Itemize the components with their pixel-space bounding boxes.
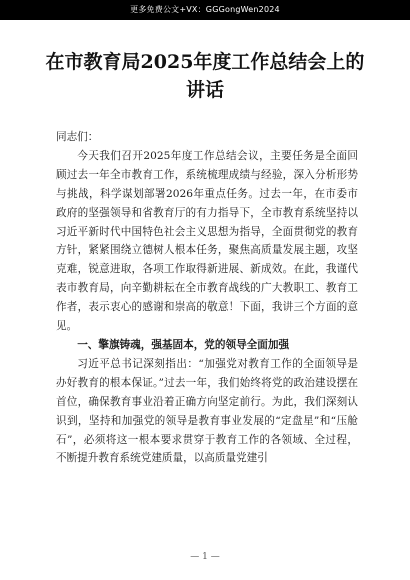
document-title: 在市教育局2025年度工作总结会上的讲话 (45, 51, 365, 101)
salutation: 同志们： (56, 131, 99, 143)
section-heading: 一、擎旗铸魂，强基固本，党的领导全面加强 (77, 338, 290, 351)
page-number: — 1 — (190, 552, 220, 562)
watermark-header-bar: 更多免费公文+VX：GGGongWen2024 (0, 0, 410, 20)
body-paragraph: 今天我们召开2025年度工作总结会议，主要任务是全面回顾过去一年全市教育工作，系统梳理成绩与经验，深入分析形势与挑战，科学谋划部署2026年重点任务。过去一年，在市委市政府的坚强领导和省教育厅的有力指导下，全市教育系统坚持以习近平新时代中国特色社会主义思想为指导，全面贯彻党的教育方针，紧紧围绕立德树人根本任务，聚焦高质量发展主题，攻坚克难，锐意进取，各项工作取得新进展、新成效。在此，我谨代表市教育局，向辛勤耕耘在全市教育战线的广大教职工、教育工作者，表示衷心的感谢和崇高的敬意！下面，我讲三个方面的意见。 (56, 149, 358, 333)
section-paragraph: 习近平总书记深刻指出：“加强党对教育工作的全面领导是办好教育的根本保证。”过去一年，我们始终将党的政治建设摆在首位，确保教育事业沿着正确方向坚定前行。为此，我们深刻认识到，坚持和加强党的领导是教育事业发展的“定盘星”和“压舱石”，必须将这一根本要求贯穿于教育工作的各领域、全过程，不断提升教育系统党建质量，以高质量党建引 (56, 357, 358, 465)
document-body (56, 128, 358, 468)
